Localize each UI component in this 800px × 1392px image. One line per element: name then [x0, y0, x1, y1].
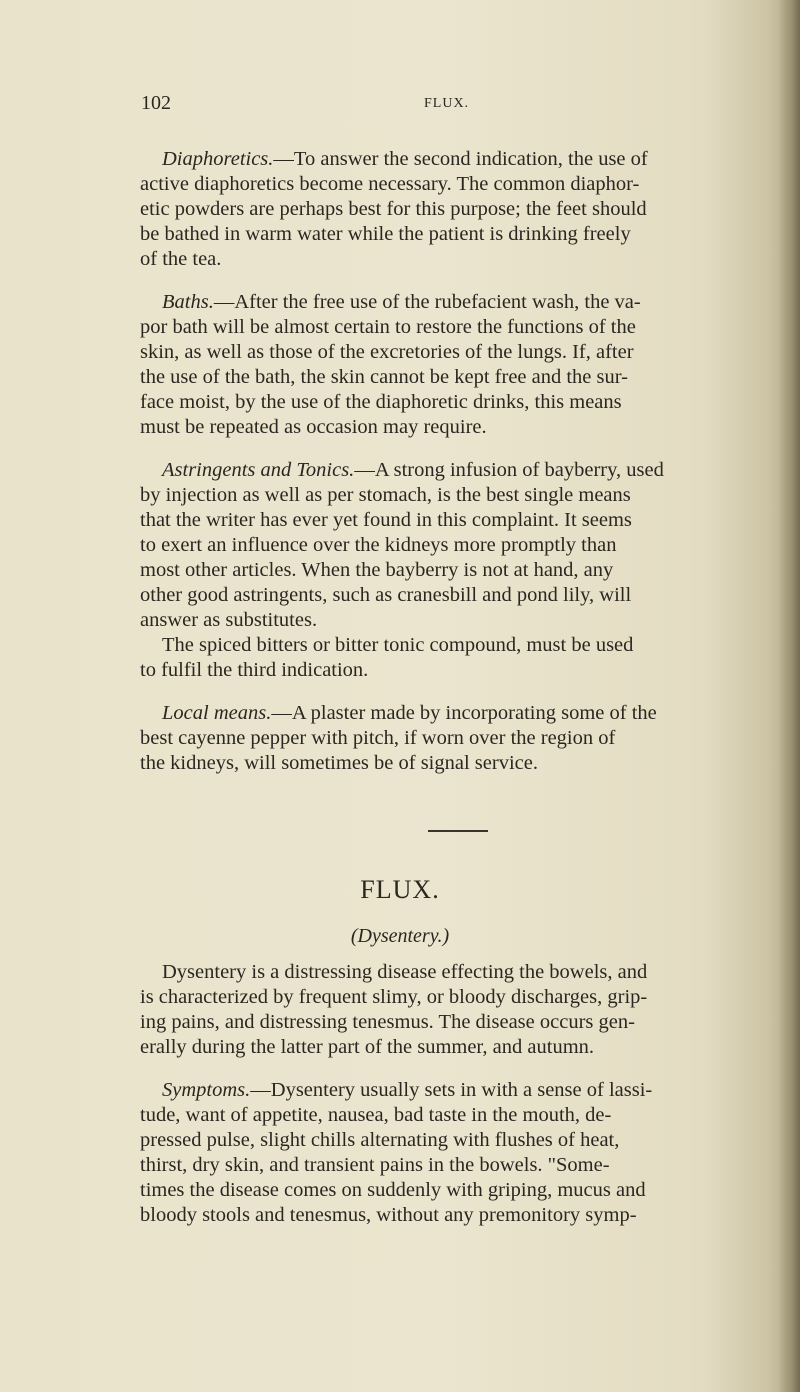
- text-line: to fulfil the third indication.: [140, 659, 369, 681]
- body-text-lower: [140, 960, 770, 1228]
- text-line: must be repeated as occasion may require.: [140, 416, 487, 438]
- paragraph-diaphoretics: [140, 147, 770, 272]
- paragraph-astringents: [140, 458, 770, 683]
- text-line: thirst, dry skin, and transient pains in the bowels. "Some-: [140, 1154, 610, 1176]
- text-line: face moist, by the use of the diaphoretic drinks, this means: [140, 391, 622, 413]
- text-line: ing pains, and distressing tenesmus. The disease occurs gen-: [140, 1011, 635, 1033]
- paragraph-dysentery-intro: [140, 960, 770, 1060]
- text-line: by injection as well as per stomach, is the best single means: [140, 484, 631, 506]
- text-line: the use of the bath, the skin cannot be kept free and the sur-: [140, 366, 629, 388]
- text-line: Dysentery is a distressing disease effecting the bowels, and: [162, 961, 648, 983]
- paragraph-lead: Baths.: [162, 291, 214, 313]
- section-subtitle: (Dysentery.): [350, 925, 450, 947]
- line-text: —Dysentery usually sets in with a sense of lassi-: [250, 1079, 653, 1101]
- text-line: The spiced bitters or bitter tonic compound, must be used: [162, 634, 634, 656]
- text-line: skin, as well as those of the excretories of the lungs. If, after: [140, 341, 634, 363]
- text-line: be bathed in warm water while the patient is drinking freely: [140, 223, 631, 245]
- text-line: is characterized by frequent slimy, or bloody discharges, grip-: [140, 986, 648, 1008]
- text-line: most other articles. When the bayberry is not at hand, any: [140, 559, 614, 581]
- line-text: —A plaster made by incorporating some of the: [271, 702, 657, 724]
- paragraph-lead: Diaphoretics.: [162, 148, 274, 170]
- text-line: pressed pulse, slight chills alternating with flushes of heat,: [140, 1129, 620, 1151]
- text-line: erally during the latter part of the summer, and autumn.: [140, 1036, 595, 1058]
- line-text: —A strong infusion of bayberry, used: [354, 459, 664, 481]
- page-edge-shadow: [778, 0, 800, 1392]
- section-divider-rule: [428, 830, 488, 832]
- paragraph-local-means: [140, 701, 770, 776]
- text-line: active diaphoretics become necessary. The common diaphor-: [140, 173, 640, 195]
- text-line: times the disease comes on suddenly with griping, mucus and: [140, 1179, 646, 1201]
- running-head: FLUX.: [424, 96, 470, 111]
- section-title: FLUX.: [360, 875, 440, 904]
- text-line: answer as substitutes.: [140, 609, 318, 631]
- paragraph-lead: Local means.: [162, 702, 272, 724]
- line-text: —To answer the second indication, the use of: [273, 148, 648, 170]
- text-line: best cayenne pepper with pitch, if worn over the region of: [140, 727, 616, 749]
- text-line: etic powders are perhaps best for this purpose; the feet should: [140, 198, 647, 220]
- text-line: tude, want of appetite, nausea, bad taste in the mouth, de-: [140, 1104, 612, 1126]
- paragraph-lead: Astringents and Tonics.: [162, 459, 355, 481]
- text-line: bloody stools and tenesmus, without any premonitory symp-: [140, 1204, 637, 1226]
- text-line: por bath will be almost certain to restore the functions of the: [140, 316, 636, 338]
- text-line: to exert an influence over the kidneys more promptly than: [140, 534, 617, 556]
- text-line: that the writer has ever yet found in this complaint. It seems: [140, 509, 632, 531]
- page-number: 102: [141, 92, 171, 114]
- line-text: —After the free use of the rubefacient wash, the va-: [213, 291, 641, 313]
- text-line: the kidneys, will sometimes be of signal service.: [140, 752, 538, 774]
- text-line: [140, 147, 770, 172]
- text-line: of the tea.: [140, 248, 222, 270]
- body-text-upper: [140, 147, 770, 776]
- text-line: [140, 701, 770, 726]
- text-line: [140, 290, 770, 315]
- text-line: [140, 458, 770, 483]
- text-line: other good astringents, such as cranesbill and pond lily, will: [140, 584, 632, 606]
- text-line: [140, 1078, 770, 1103]
- paragraph-symptoms: [140, 1078, 770, 1228]
- paragraph-lead: Symptoms.: [162, 1079, 251, 1101]
- paragraph-baths: [140, 290, 770, 440]
